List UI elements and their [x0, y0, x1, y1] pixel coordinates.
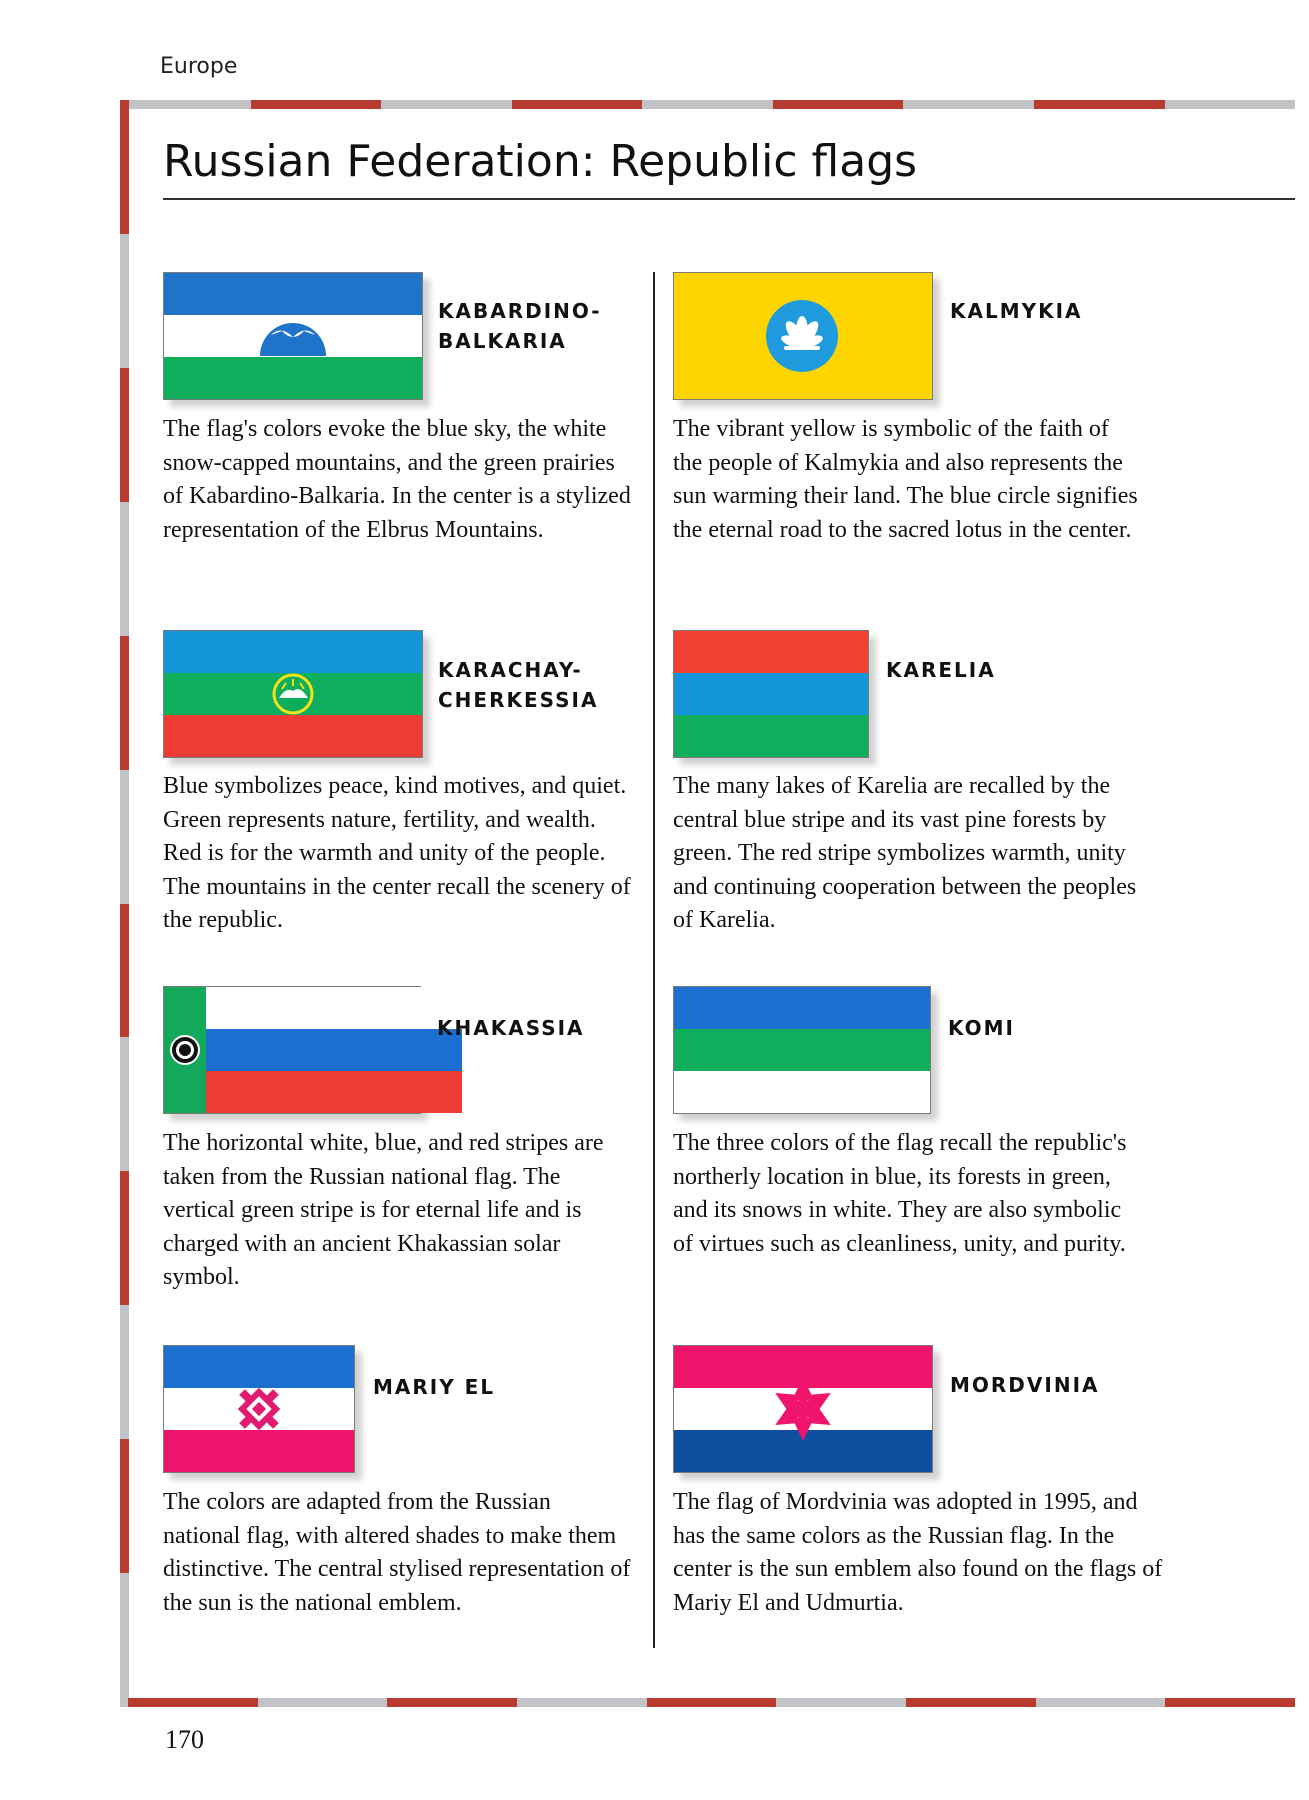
flag-description-mariy-el: The colors are adapted from the Russian national flag, with altered shades to make them distinctive. The central stylised representation of the sun is the national emblem.: [163, 1489, 631, 1616]
title-rule: [163, 198, 1295, 200]
mountain-emblem-icon: [164, 631, 422, 757]
page-title: Russian Federation: Republic flags: [163, 136, 918, 187]
top-border: [120, 100, 1295, 109]
lotus-icon: [674, 273, 932, 399]
flag-name-khakassia: KHAKASSIA: [437, 1016, 585, 1040]
left-border: [120, 100, 129, 1707]
mariy-el-flag: [163, 1345, 355, 1473]
flag-description-karelia: The many lakes of Karelia are recalled by the central blue stripe and its vast pine forests by green. The red stripe symbolizes warmth, unity and continuing cooperation between the peoples of Karelia.: [673, 773, 1137, 933]
mordvinia-sun-emblem-icon: [674, 1346, 932, 1472]
section-header: Europe: [160, 54, 238, 79]
flag-name-komi: KOMI: [948, 1016, 1015, 1040]
column-divider: [653, 272, 655, 1648]
flag-name-kabardino-balkaria: KABARDINO- BALKARIA: [438, 299, 602, 353]
mordvinia-flag: [673, 1345, 933, 1473]
flag-description-kabardino-balkaria: The flag's colors evoke the blue sky, the white snow-capped mountains, and the green prairies of Kabardino-Balkaria. In the center is a stylized representation of the Elbrus Mountains.: [163, 416, 631, 543]
elbrus-mountains-icon: [164, 273, 422, 399]
flag-description-karachay-cherkessia: Blue symbolizes peace, kind motives, and quiet. Green represents nature, fertility, and wealth. Red is for the warmth and unity of the people. The mountains in the center recall the scenery of the republic.: [163, 773, 631, 933]
kabardino-balkaria-flag: [163, 272, 423, 400]
flag-description-khakassia: The horizontal white, blue, and red stripes are taken from the Russian national flag. The vertical green stripe is for eternal life and is charged with an ancient Khakassian solar symbol.: [163, 1130, 604, 1290]
karachay-cherkessia-flag: [163, 630, 423, 758]
mariy-el-sun-emblem-icon: [164, 1346, 354, 1472]
page-number: 170: [165, 1725, 204, 1754]
komi-flag: [673, 986, 931, 1114]
flag-description-mordvinia: The flag of Mordvinia was adopted in 1995, and has the same colors as the Russian flag. In the center is the sun emblem also found on the flags of Mariy El and Udmurtia.: [673, 1489, 1163, 1616]
flag-name-karachay-cherkessia: KARACHAY- CHERKESSIA: [438, 658, 599, 712]
flag-name-kalmykia: KALMYKIA: [950, 299, 1083, 323]
solar-symbol-icon: [164, 987, 206, 1113]
khakassia-flag: [163, 986, 421, 1114]
karelia-flag: [673, 630, 869, 758]
flag-name-mariy-el: MARIY EL: [373, 1375, 496, 1399]
flag-description-komi: The three colors of the flag recall the republic's northerly location in blue, its forests in green, and its snows in white. They are also symbolic of virtues such as cleanliness, unity, and purity.: [673, 1130, 1127, 1257]
flag-name-karelia: KARELIA: [886, 658, 996, 682]
bottom-border: [128, 1698, 1295, 1707]
kalmykia-flag: [673, 272, 933, 400]
flag-description-kalmykia: The vibrant yellow is symbolic of the faith of the people of Kalmykia and also represents the sun warming their land. The blue circle signifies the eternal road to the sacred lotus in the center.: [673, 416, 1138, 543]
flag-name-mordvinia: MORDVINIA: [950, 1373, 1100, 1397]
